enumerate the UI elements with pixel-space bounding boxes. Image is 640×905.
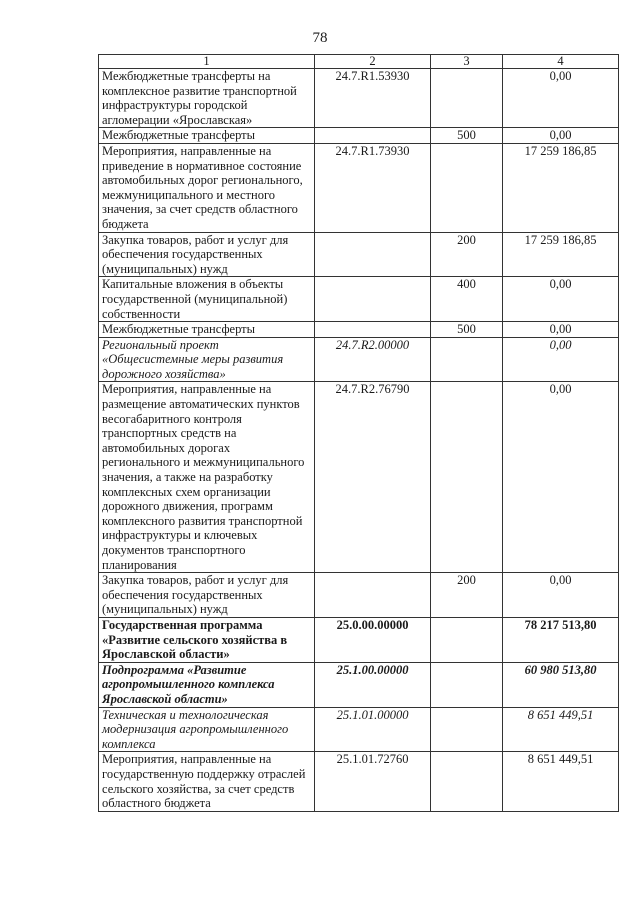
table-row (99, 337, 619, 382)
row-amount-cell: 0,00 (503, 69, 619, 128)
table-row (99, 69, 619, 128)
table-row (99, 382, 619, 573)
row-type-cell: 200 (431, 232, 503, 277)
row-amount-cell: 0,00 (503, 337, 619, 382)
row-amount-cell: 8 651 449,51 (503, 707, 619, 752)
row-code-cell: 24.7.R1.73930 (315, 143, 431, 232)
row-type-cell: 400 (431, 277, 503, 322)
row-amount-cell: 8 651 449,51 (503, 752, 619, 811)
row-code-cell: 24.7.R2.76790 (315, 382, 431, 573)
row-name-cell: Межбюджетные трансферты на комплексное развитие транспортной инфраструктуры городской агломерации «Ярославская» (99, 69, 315, 128)
row-amount-cell: 0,00 (503, 382, 619, 573)
row-code-cell: 25.1.01.00000 (315, 707, 431, 752)
row-code-cell (315, 573, 431, 618)
row-amount-cell: 17 259 186,85 (503, 232, 619, 277)
row-name-cell: Региональный проект «Общесистемные меры развития дорожного хозяйства» (99, 337, 315, 382)
table-row (99, 752, 619, 811)
row-name-cell: Мероприятия, направленные на государственную поддержку отраслей сельского хозяйства, за счет средств областного бюджета (99, 752, 315, 811)
row-type-cell (431, 617, 503, 662)
row-amount-cell: 17 259 186,85 (503, 143, 619, 232)
row-name-cell: Мероприятия, направленные на приведение в нормативное состояние автомобильных дорог регионального, межмуниципального и местного значения, за счет средств областного бюджета (99, 143, 315, 232)
row-name-cell: Техническая и технологическая модернизация агропромышленного комплекса (99, 707, 315, 752)
row-type-cell (431, 382, 503, 573)
column-header: 4 (503, 55, 619, 69)
row-type-cell (431, 662, 503, 707)
row-amount-cell: 0,00 (503, 322, 619, 338)
table-row (99, 143, 619, 232)
column-header: 2 (315, 55, 431, 69)
row-code-cell (315, 128, 431, 144)
row-code-cell (315, 277, 431, 322)
page-number: 78 (312, 30, 328, 46)
row-name-cell: Государственная программа «Развитие сельского хозяйства в Ярославской области» (99, 617, 315, 662)
row-name-cell: Подпрограмма «Развитие агропромышленного комплекса Ярославской области» (99, 662, 315, 707)
table-header-row (99, 55, 619, 69)
row-code-cell (315, 322, 431, 338)
row-type-cell (431, 752, 503, 811)
row-name-cell: Мероприятия, направленные на размещение автоматических пунктов весогабаритного контроля транспортных средств на автомобильных дорогах регионального и межмуниципального значения, а также на разработку комплексных схем организации дорожного движения, программ комплексного развития транспортной инфраструктуры и ключевых документов транспортного планирования (99, 382, 315, 573)
row-type-cell (431, 337, 503, 382)
row-name-cell: Межбюджетные трансферты (99, 128, 315, 144)
table-row (99, 573, 619, 618)
row-code-cell: 24.7.R2.00000 (315, 337, 431, 382)
column-header: 3 (431, 55, 503, 69)
row-code-cell: 25.0.00.00000 (315, 617, 431, 662)
row-amount-cell: 0,00 (503, 128, 619, 144)
table-row (99, 277, 619, 322)
row-amount-cell: 0,00 (503, 573, 619, 618)
row-name-cell: Закупка товаров, работ и услуг для обеспечения государственных (муниципальных) нужд (99, 573, 315, 618)
row-type-cell: 500 (431, 322, 503, 338)
row-code-cell: 25.1.00.00000 (315, 662, 431, 707)
table-row (99, 617, 619, 662)
table-row (99, 662, 619, 707)
row-type-cell: 500 (431, 128, 503, 144)
row-type-cell (431, 143, 503, 232)
budget-table (98, 54, 619, 812)
row-name-cell: Закупка товаров, работ и услуг для обеспечения государственных (муниципальных) нужд (99, 232, 315, 277)
table-row (99, 322, 619, 338)
column-header: 1 (99, 55, 315, 69)
row-code-cell: 25.1.01.72760 (315, 752, 431, 811)
row-name-cell: Капитальные вложения в объекты государственной (муниципальной) собственности (99, 277, 315, 322)
row-amount-cell: 0,00 (503, 277, 619, 322)
row-type-cell (431, 707, 503, 752)
row-type-cell: 200 (431, 573, 503, 618)
row-amount-cell: 60 980 513,80 (503, 662, 619, 707)
row-amount-cell: 78 217 513,80 (503, 617, 619, 662)
row-type-cell (431, 69, 503, 128)
row-name-cell: Межбюджетные трансферты (99, 322, 315, 338)
row-code-cell: 24.7.R1.53930 (315, 69, 431, 128)
table-row (99, 707, 619, 752)
table-row (99, 232, 619, 277)
table-row (99, 128, 619, 144)
row-code-cell (315, 232, 431, 277)
